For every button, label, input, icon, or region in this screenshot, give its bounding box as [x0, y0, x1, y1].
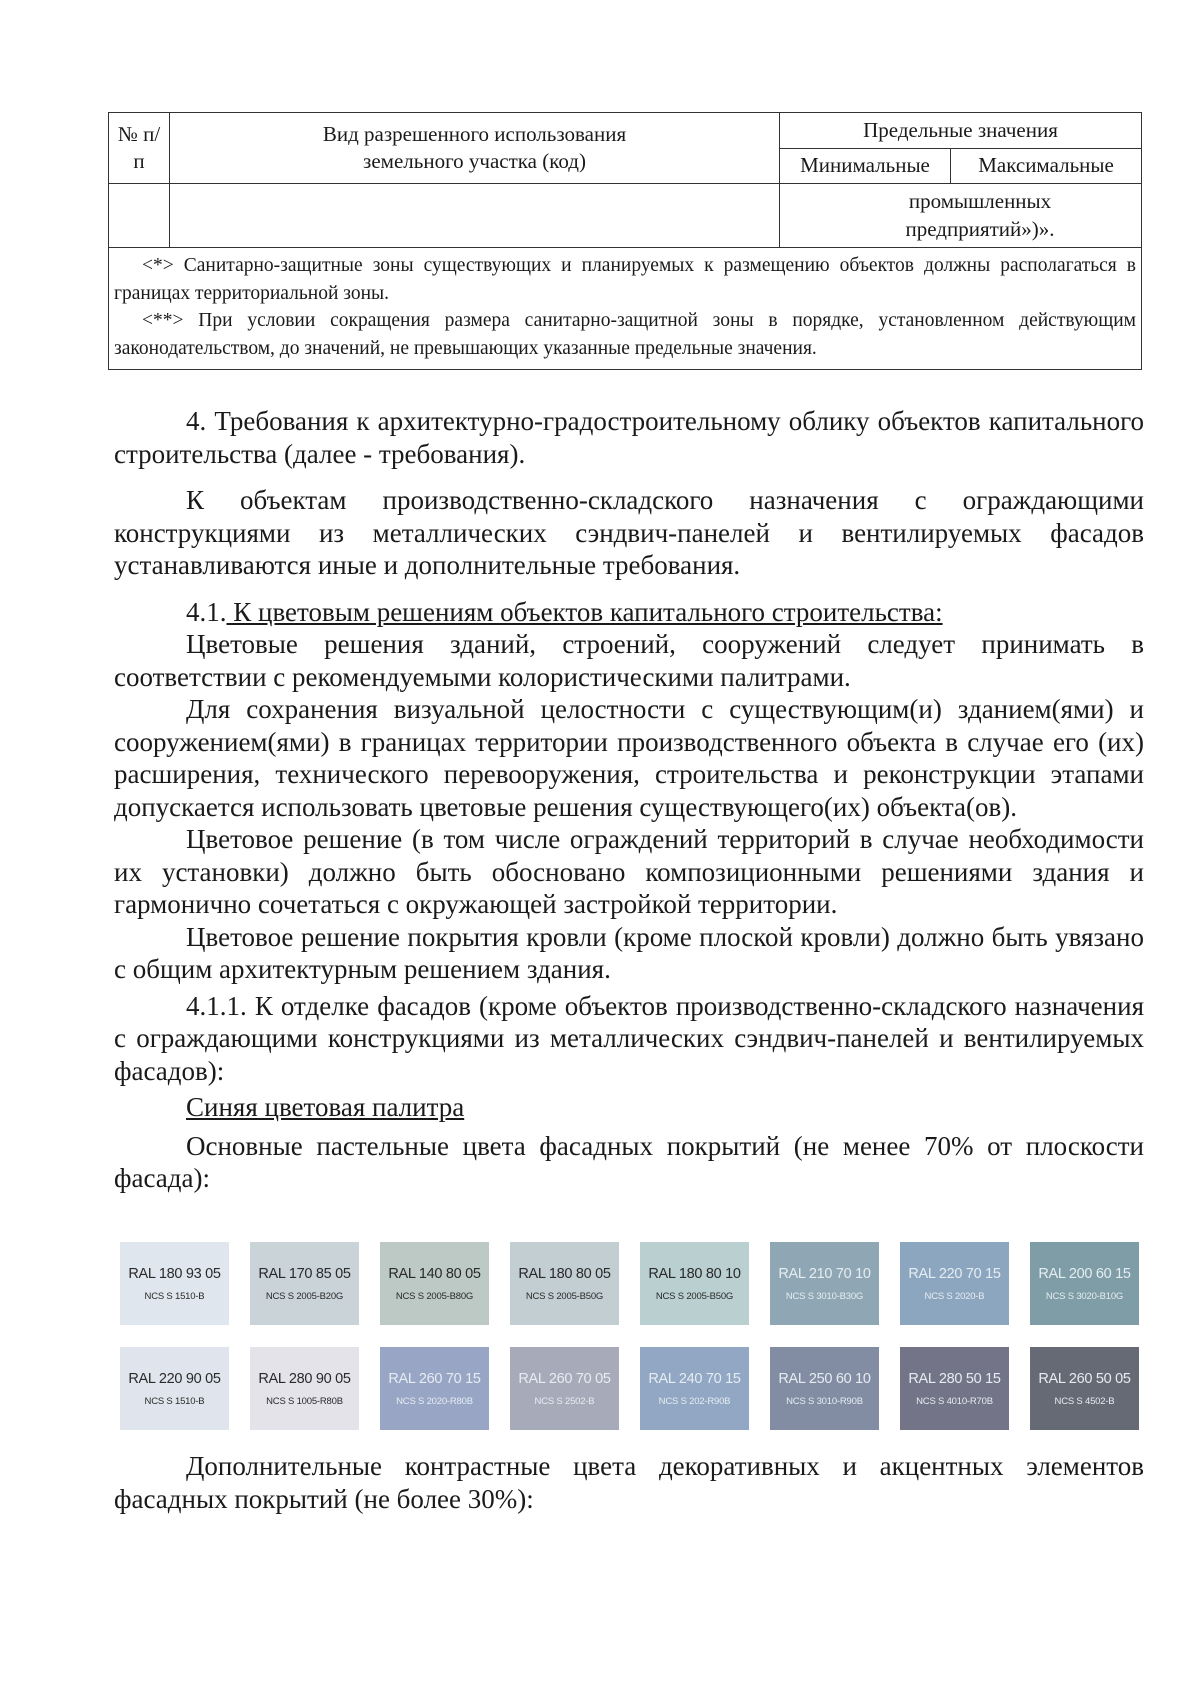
swatch-ral-code: RAL 240 70 15	[648, 1370, 741, 1387]
swatch-ral-code: RAL 260 50 05	[1038, 1370, 1131, 1387]
color-swatch	[380, 1242, 489, 1325]
table-notes	[109, 248, 1142, 370]
swatch-ral-code: RAL 260 70 05	[518, 1370, 611, 1387]
swatch-ncs-code: NCS S 2005-B50G	[525, 1290, 604, 1302]
body-section-1	[114, 405, 1144, 1195]
swatch-ncs-code: NCS S 3010-R90B	[786, 1395, 863, 1407]
color-swatch	[900, 1242, 1009, 1325]
paragraph-roof-color: Цветовое решение покрытия кровли (кроме плоской кровли) должно быть увязано с общим архитектурным решением здания.	[114, 921, 1144, 984]
table-cell-number	[109, 184, 170, 248]
color-swatch	[120, 1242, 229, 1325]
color-swatch	[770, 1347, 879, 1430]
paragraph-facade-finish: 4.1.1. К отделке фасадов (кроме объектов производственно-складского назначения с ограждающими конструкциями из металлических сэндвич-панелей и вентилируемых фасадов):	[114, 990, 1144, 1086]
paragraph-pastel-colors: Основные пастельные цвета фасадных покрытий (не менее 70% от плоскости фасада):	[114, 1130, 1144, 1193]
palette-row-main	[120, 1242, 1140, 1325]
swatch-ral-code: RAL 220 90 05	[128, 1370, 221, 1387]
table-note-1: <*> Санитарно-защитные зоны существующих и планируемых к размещению объектов должны располагаться в границах территориальной зоны.	[114, 255, 1137, 304]
swatch-ncs-code: NCS S 1005-R80B	[266, 1395, 343, 1407]
swatch-ral-code: RAL 180 93 05	[128, 1265, 221, 1282]
color-palette	[120, 1242, 1140, 1430]
paragraph-color-solutions: Цветовые решения зданий, строений, сооружений следует принимать в соответствии с рекомендуемыми колористическими палитрами.	[114, 629, 1144, 692]
color-swatch	[120, 1347, 229, 1430]
palette-row-secondary	[120, 1347, 1140, 1430]
color-swatch	[1030, 1242, 1139, 1325]
color-swatch	[640, 1347, 749, 1430]
palette-title: Синяя цветовая палитра	[186, 1092, 465, 1122]
body-section-2	[114, 1450, 1144, 1515]
swatch-ncs-code: NCS S 4010-R70B	[916, 1395, 993, 1407]
paragraph-industrial-objects: К объектам производственно-складского назначения с ограждающими конструкциями из металлических сэндвич-панелей и вентилируемых фасадов устанавливаются иные и дополнительные требования.	[114, 485, 1144, 580]
swatch-ral-code: RAL 170 85 05	[258, 1265, 351, 1282]
swatch-ncs-code: NCS S 3010-B30G	[785, 1290, 864, 1302]
table-header-min: Минимальные	[780, 149, 951, 184]
color-swatch	[250, 1242, 359, 1325]
paragraph-visual-integrity: Для сохранения визуальной целостности с существующим(и) зданием(ями) и сооружением(ями) в границах территории производственного объекта в случае его (их) расширения, технического перевооружения, строительства и реконструкции этапами допускается использовать цветовые решения существующего(их) объекта(ов).	[114, 694, 1144, 822]
table-cell-limits	[780, 184, 1142, 248]
heading-4-1	[114, 596, 1144, 629]
swatch-ral-code: RAL 280 50 15	[908, 1370, 1001, 1387]
swatch-ncs-code: NCS S 2005-B80G	[395, 1290, 474, 1302]
swatch-ral-code: RAL 260 70 15	[388, 1370, 481, 1387]
heading-4-1-number: 4.1.	[186, 596, 227, 627]
table-header-max: Максимальные	[951, 149, 1142, 184]
heading-4-1-title: К цветовым решениям объектов капитального строительства:	[226, 596, 943, 627]
table-note-2: <**> При условии сокращения размера санитарно-защитной зоны в порядке, установленном действующим законодательством, до значений, не превышающих указанные предельные значения.	[114, 310, 1137, 360]
table-cell-use-type	[170, 184, 780, 248]
color-swatch	[770, 1242, 879, 1325]
swatch-ncs-code: NCS S 2020-R80B	[396, 1395, 473, 1407]
color-swatch	[640, 1242, 749, 1325]
swatch-ral-code: RAL 280 90 05	[258, 1370, 351, 1387]
color-swatch	[510, 1347, 619, 1430]
paragraph-requirements: 4. Требования к архитектурно-градостроительному облику объектов капитального строительства (далее - требования).	[114, 406, 1144, 469]
paragraph-contrast-colors: Дополнительные контрастные цвета декоративных и акцентных элементов фасадных покрытий (не более 30%):	[114, 1451, 1144, 1514]
table-header-limits: Предельные значения	[780, 113, 1142, 149]
swatch-ncs-code: NCS S 202-R90B	[658, 1395, 731, 1407]
swatch-ncs-code: NCS S 3020-B10G	[1045, 1290, 1124, 1302]
color-swatch	[380, 1347, 489, 1430]
swatch-ral-code: RAL 140 80 05	[388, 1265, 481, 1282]
swatch-ncs-code: NCS S 1510-B	[144, 1290, 205, 1302]
swatch-ncs-code: NCS S 2005-B20G	[265, 1290, 344, 1302]
table-header-use-type: Вид разрешенного использования земельного участка (код)	[170, 113, 780, 184]
swatch-ral-code: RAL 210 70 10	[778, 1265, 871, 1282]
swatch-ral-code: RAL 220 70 15	[908, 1265, 1001, 1282]
color-swatch	[510, 1242, 619, 1325]
table-cell-limits-text: промышленных предприятий»)».	[905, 189, 1055, 241]
swatch-ncs-code: NCS S 2020-B	[924, 1290, 985, 1302]
swatch-ral-code: RAL 180 80 05	[518, 1265, 611, 1282]
swatch-ral-code: RAL 180 80 10	[648, 1265, 741, 1282]
color-swatch	[1030, 1347, 1139, 1430]
swatch-ncs-code: NCS S 2502-B	[534, 1395, 595, 1407]
color-swatch	[250, 1347, 359, 1430]
table-header-number: № п/п	[109, 113, 170, 184]
swatch-ral-code: RAL 200 60 15	[1038, 1265, 1131, 1282]
limits-table	[108, 112, 1142, 370]
paragraph-fence-color: Цветовое решение (в том числе ограждений территорий в случае необходимости их установки) должно быть обосновано композиционными решениями здания и гармонично сочетаться с окружающей застройкой территории.	[114, 824, 1144, 919]
color-swatch	[900, 1347, 1009, 1430]
swatch-ral-code: RAL 250 60 10	[778, 1370, 871, 1387]
swatch-ncs-code: NCS S 2005-B50G	[655, 1290, 734, 1302]
swatch-ncs-code: NCS S 1510-B	[144, 1395, 205, 1407]
swatch-ncs-code: NCS S 4502-B	[1054, 1395, 1115, 1407]
